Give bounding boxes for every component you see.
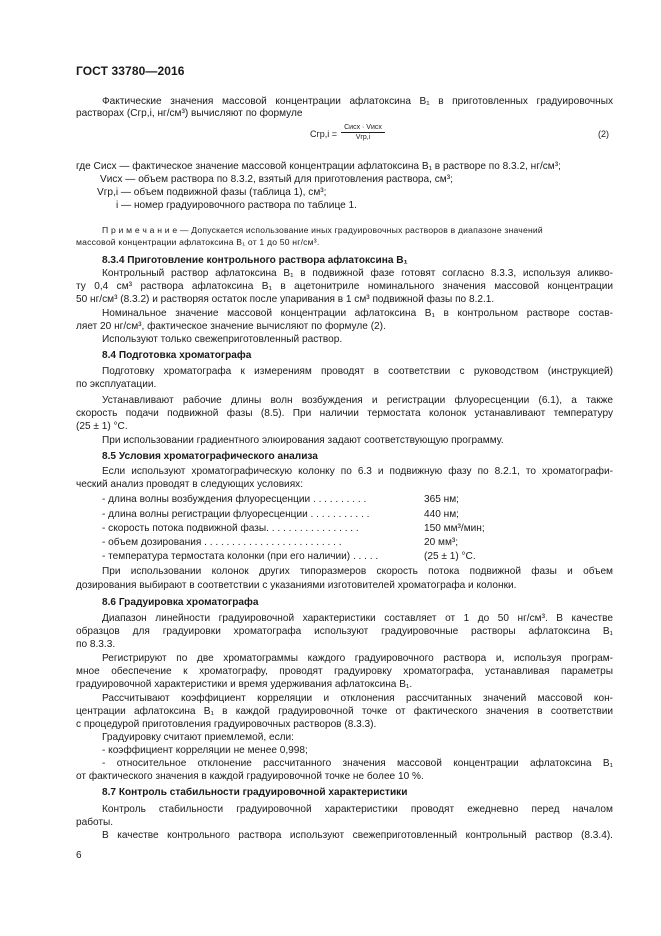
condition-row (102, 537, 459, 549)
note-line-2: массовой концентрации афлатоксина B₁ от 1 до 50 нг/см³. (76, 237, 320, 247)
note-line-1: П р и м е ч а н и е — Допускается использование иных градуировочных растворов в диапазоне значений (102, 225, 543, 235)
condition-row (102, 551, 476, 563)
paragraph-line: 50 нг/см³ (8.3.2) и растворяя остаток после упаривания в 1 см³ подвижной фазы по 8.2.1. (76, 294, 495, 305)
definition-row (76, 161, 613, 173)
standard-header: ГОСТ 33780—2016 (76, 64, 185, 78)
section-heading-8-5: 8.5 Условия хроматографического анализа (102, 451, 318, 462)
definition-symbol: где Cисх — (76, 161, 130, 172)
formula-denominator: Vгр,i (355, 134, 371, 141)
condition-value: 365 нм; (424, 494, 459, 505)
paragraph-line: (25 ± 1) °С. (76, 421, 128, 432)
condition-label: - длина волны возбуждения флуоресценции . . . . . . . . . . (102, 494, 367, 505)
paragraph-line: по 8.3.3. (76, 639, 116, 650)
condition-label: - скорость потока подвижной фазы. . . . . . . . . . . . . . . . . (102, 523, 359, 534)
paragraph-line: центрации афлатоксина B₁ в каждой градуировочной точке от фактического значения в соответствии (76, 706, 613, 717)
definition-text: фактическое значение массовой концентрации афлатоксина B₁ в растворе по 8.3.2, нг/см³; (132, 161, 561, 172)
page-number: 6 (76, 850, 82, 861)
paragraph-line: Номинальное значение массовой концентрации афлатоксина B₁ в контрольном растворе состав- (102, 308, 613, 319)
paragraph-line: дозирования выбирают в соответствии с указаниями изготовителей хроматографа и колонки. (76, 580, 517, 591)
definition-row (116, 200, 357, 212)
definition-symbol: i — (116, 200, 132, 211)
section-heading-8-3-4: 8.3.4 Приготовление контрольного раствора афлатоксина B₁ (102, 255, 408, 266)
definition-symbol: Vисх — (100, 174, 136, 185)
paragraph-line: Используют только свежеприготовленный раствор. (102, 334, 343, 345)
paragraph-line: Рассчитывают коэффициент корреляции и отклонения рассчитанных значений массовой кон- (102, 693, 613, 704)
paragraph-line: ческий анализ проводят в следующих условиях: (76, 479, 304, 490)
intro-line-2: растворах (Cгр,i, нг/см³) вычисляют по формуле (76, 108, 303, 119)
condition-row (102, 509, 459, 521)
section-heading-8-4: 8.4 Подготовка хроматографа (102, 350, 252, 361)
paragraph-line: с процедурой приготовления градуировочных растворов (8.3.3). (76, 719, 377, 730)
paragraph-line: Если используют хроматографическую колонку по 6.3 и подвижную фазу по 8.2.1, то хроматографи- (102, 466, 613, 477)
definition-row (97, 187, 326, 199)
paragraph-line: Контрольный раствор афлатоксина B₁ в подвижной фазе готовят согласно 8.3.3, используя аликво- (102, 268, 613, 279)
condition-label: - длина волны регистрации флуоресценции . . . . . . . . . . . (102, 509, 370, 520)
definition-symbol: Vгр,i — (97, 187, 131, 198)
condition-value: 150 мм³/мин; (424, 523, 485, 534)
condition-row (102, 523, 485, 535)
paragraph-line: скорость подачи подвижной фазы (8.5). При наличии термостата колонок устанавливают температуру (76, 408, 613, 419)
paragraph-line: Подготовку хроматографа к измерениям проводят в соответствии с руководством (инструкцией) (102, 366, 613, 377)
intro-line-1: Фактические значения массовой концентрации афлатоксина B₁ в приготовленных градуировочных (102, 96, 613, 107)
section-heading-8-6: 8.6 Градуировка хроматографа (102, 597, 259, 608)
formula-lhs: Cгр,i = (310, 129, 338, 139)
condition-label: - температура термостата колонки (при его наличии) . . . . . (102, 551, 379, 562)
definition-text: номер градуировочного раствора по таблице 1. (133, 200, 357, 211)
paragraph-line: Регистрируют по две хроматограммы каждого градуировочного раствора и, используя програм- (102, 653, 613, 664)
paragraph-line: Устанавливают рабочие длины волн возбуждения и регистрации флуоресценции (6.1), а также (102, 395, 613, 406)
paragraph-line: от фактического значения в каждой градуировочной точке не более 10 %. (76, 771, 424, 782)
condition-row (102, 494, 459, 506)
paragraph-line: Контроль стабильности градуировочной характеристики проводят ежедневно перед началом (102, 804, 613, 815)
paragraph-line: градуировочной характеристики и время удерживания афлатоксина B₁. (76, 679, 413, 690)
paragraph-line: ту 0,4 см³ раствора афлатоксина B₁ в ацетонитриле номинального значения массовой концентрации (76, 281, 613, 292)
paragraph-line: образцов для градуировки хроматографа используют градуировочные растворы афлатоксина B₁ (76, 626, 613, 637)
paragraph-line: - относительное отклонение рассчитанного значения массовой концентрации афлатоксина B₁ (102, 758, 613, 769)
definition-row (100, 174, 453, 186)
paragraph-line: ляет 20 нг/см³, фактическое значение вычисляют по формуле (2). (76, 321, 386, 332)
paragraph-line: работы. (76, 817, 114, 828)
definition-text: объем подвижной фазы (таблица 1), см³; (133, 187, 327, 198)
paragraph-line: В качестве контрольного раствора используют свежеприготовленный контрольный раствор (8.3.4). (102, 830, 613, 841)
formula-number: (2) (598, 129, 609, 139)
condition-value: (25 ± 1) °С. (424, 551, 476, 562)
paragraph-line: Градуировку считают приемлемой, если: (102, 732, 294, 743)
condition-value: 20 мм³; (424, 537, 459, 548)
section-heading-8-7: 8.7 Контроль стабильности градуировочной характеристики (102, 787, 408, 798)
paragraph-line: по эксплуатации. (76, 379, 157, 390)
paragraph-line: При использовании градиентного элюирования задают соответствующую программу. (102, 435, 504, 446)
condition-label: - объем дозирования . . . . . . . . . . . . . . . . . . . . . . . . . (102, 537, 342, 548)
paragraph-line: мное обеспечение к хроматографу, проводят градуировку хроматографа, устанавливая параметры (76, 666, 613, 677)
definition-text: объем раствора по 8.3.2, взятый для приготовления раствора, см³; (138, 174, 453, 185)
formula-numerator: Cисх · Vисх (341, 124, 385, 133)
paragraph-line: При использовании колонок других типоразмеров скорость потока подвижной фазы и объем (102, 566, 613, 577)
condition-value: 440 нм; (424, 509, 459, 520)
paragraph-line: Диапазон линейности градуировочной характеристики составляет от 1 до 50 нг/см³. В качестве (102, 613, 613, 624)
paragraph-line: - коэффициент корреляции не менее 0,998; (102, 745, 308, 756)
formula-fraction (341, 124, 385, 141)
